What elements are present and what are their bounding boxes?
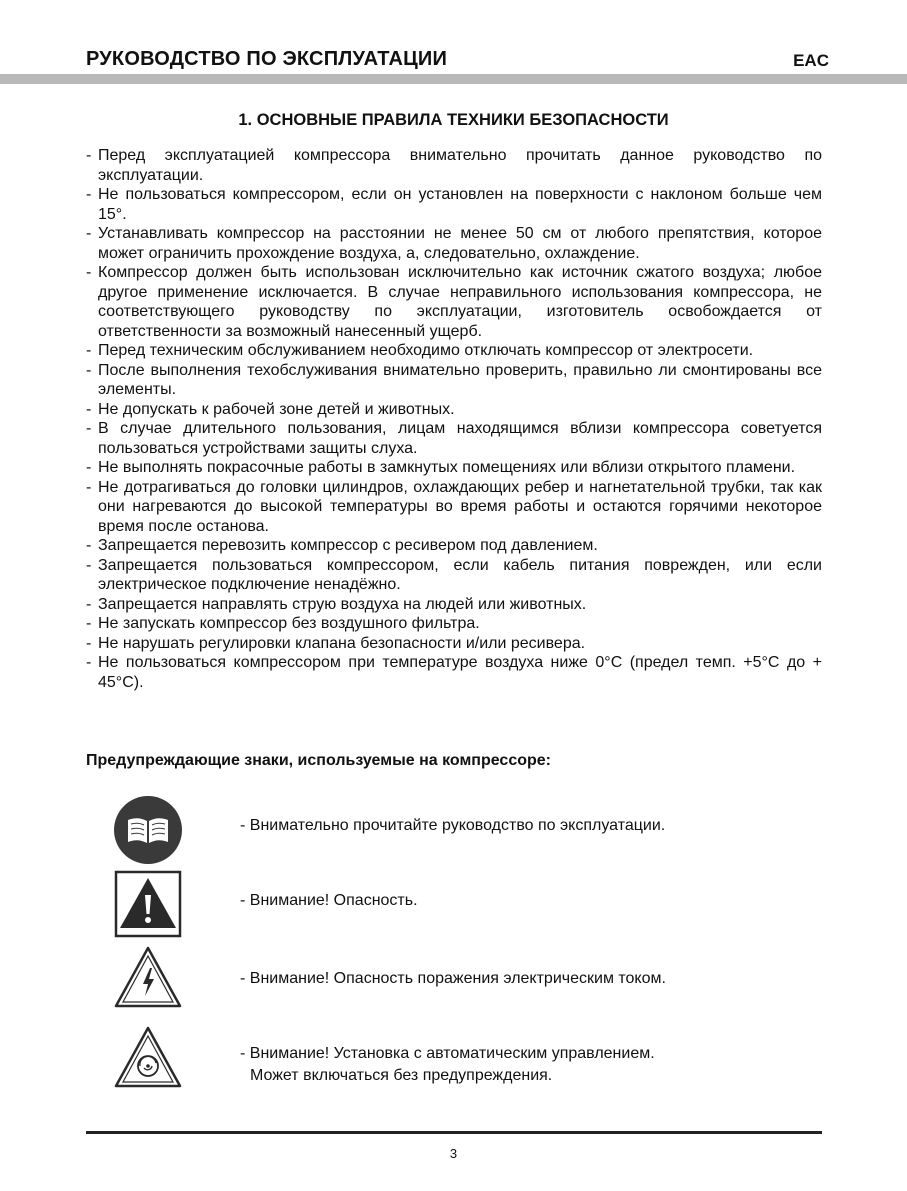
rule-text: Не пользоваться компрессором при температуре воздуха ниже 0°С (предел темп. +5°С до + 45°С). xyxy=(98,654,822,691)
header-title: РУКОВОДСТВО ПО ЭКСПЛУАТАЦИИ xyxy=(86,48,448,70)
rule-text: Не пользоваться компрессором, если он установлен на поверхности с наклоном больше чем 15°. xyxy=(98,186,822,223)
sign-text-auto-line1: - Внимание! Установка с автоматическим управлением. xyxy=(240,1045,655,1062)
rule-text: Устанавливать компрессор на расстоянии не менее 50 см от любого препятствия, которое может ограничить прохождение воздуха, а, следовательно, охлаждение. xyxy=(98,225,822,262)
rule-text: В случае длительного пользования, лицам находящимся вблизи компрессора советуется пользоваться устройствами защиты слуха. xyxy=(98,420,822,457)
footer-divider xyxy=(86,1131,822,1134)
rule-item: - Не выполнять покрасочные работы в замкнутых помещениях или вблизи открытого пламени. xyxy=(86,459,796,476)
rule-item: - Компрессор должен быть использован исключительно как источник сжатого воздуха; любое другое применение исключается. В случае неправильного использования компрессора, не соответствующего руководству по эксплуатации, изготовитель освобождается от ответственности за возможный нанесенный ущерб. xyxy=(86,264,822,340)
rule-item: - Устанавливать компрессор на расстоянии не менее 50 см от любого препятствия, которое может ограничить прохождение воздуха, а, следовательно, охлаждение. xyxy=(86,225,822,262)
rule-text: Не нарушать регулировки клапана безопасности и/или ресивера. xyxy=(98,634,586,652)
rule-text: Не выполнять покрасочные работы в замкнутых помещениях или вблизи открытого пламени. xyxy=(98,459,796,476)
electric-shock-icon xyxy=(112,942,184,1014)
eac-mark: EAC xyxy=(793,51,829,70)
rule-item: - Не нарушать регулировки клапана безопасности и/или ресивера. xyxy=(86,634,586,652)
sign-text-auto xyxy=(240,1043,655,1087)
warning-signs-title: Предупреждающие знаки, используемые на компрессоре: xyxy=(86,752,551,769)
rule-item: - Не пользоваться компрессором, если он установлен на поверхности с наклоном больше чем 15°. xyxy=(86,186,822,223)
rule-item: - В случае длительного пользования, лицам находящимся вблизи компрессора советуется пользоваться устройствами защиты слуха. xyxy=(86,420,822,457)
sign-text-danger: - Внимание! Опасность. xyxy=(240,892,418,909)
rule-item: - Не дотрагиваться до головки цилиндров, охлаждающих ребер и нагнетательной трубки, так как они нагреваются до высокой температуры во время работы и остаются горячими некоторое время после останова. xyxy=(86,478,822,535)
sign-text-electric: - Внимание! Опасность поражения электрическим током. xyxy=(240,970,666,987)
safety-rules-list xyxy=(86,146,822,692)
rule-text: Не дотрагиваться до головки цилиндров, охлаждающих ребер и нагнетательной трубки, так как они нагреваются до высокой температуры во время работы и остаются горячими некоторое время после останова. xyxy=(98,478,822,535)
sign-text-manual: - Внимательно прочитайте руководство по эксплуатации. xyxy=(240,817,666,834)
header-bar xyxy=(0,74,907,84)
manual-book-icon xyxy=(112,794,184,866)
rule-text: Не допускать к рабочей зоне детей и животных. xyxy=(98,400,455,418)
rule-text: Перед эксплуатацией компрессора внимательно прочитать данное руководство по эксплуатации. xyxy=(98,147,822,184)
rule-item: - Запрещается пользоваться компрессором, если кабель питания поврежден, или если электрическое подключение ненадёжно. xyxy=(86,556,822,593)
rule-item: - Запрещается перевозить компрессор с ресивером под давлением. xyxy=(86,537,598,554)
danger-exclamation-icon xyxy=(112,868,184,940)
rule-text: Перед техническим обслуживанием необходимо отключать компрессор от электросети. xyxy=(98,342,754,359)
rule-text: Запрещается направлять струю воздуха на людей или животных. xyxy=(98,595,587,613)
auto-start-icon xyxy=(112,1022,184,1094)
rule-item: - После выполнения техобслуживания внимательно проверить, правильно ли смонтированы все элементы. xyxy=(86,361,822,398)
rule-text: Не запускать компрессор без воздушного фильтра. xyxy=(98,615,480,632)
rule-item: - Перед техническим обслуживанием необходимо отключать компрессор от электросети. xyxy=(86,342,754,359)
rule-item: - Не пользоваться компрессором при температуре воздуха ниже 0°С (предел темп. +5°С до + 45°С). xyxy=(86,654,822,691)
rule-item: - Не допускать к рабочей зоне детей и животных. xyxy=(86,400,455,418)
rule-item: - Перед эксплуатацией компрессора внимательно прочитать данное руководство по эксплуатации. xyxy=(86,147,822,184)
page-number: 3 xyxy=(449,1146,458,1161)
rule-item: - Не запускать компрессор без воздушного фильтра. xyxy=(86,615,480,632)
section-title: 1. ОСНОВНЫЕ ПРАВИЛА ТЕХНИКИ БЕЗОПАСНОСТИ xyxy=(238,111,669,129)
rule-item: - Запрещается направлять струю воздуха на людей или животных. xyxy=(86,595,587,613)
rule-text: После выполнения техобслуживания внимательно проверить, правильно ли смонтированы все элементы. xyxy=(98,361,822,398)
sign-text-auto-line2: Может включаться без предупреждения. xyxy=(250,1067,553,1084)
rule-text: Запрещается пользоваться компрессором, если кабель питания поврежден, или если электрическое подключение ненадёжно. xyxy=(98,556,822,593)
rule-text: Запрещается перевозить компрессор с ресивером под давлением. xyxy=(98,537,598,554)
rule-text: Компрессор должен быть использован исключительно как источник сжатого воздуха; любое другое применение исключается. В случае неправильного использования компрессора, не соответствующего руководству по эксплуатации, изготовитель освобождается от ответственности за возможный нанесенный ущерб. xyxy=(98,264,822,340)
